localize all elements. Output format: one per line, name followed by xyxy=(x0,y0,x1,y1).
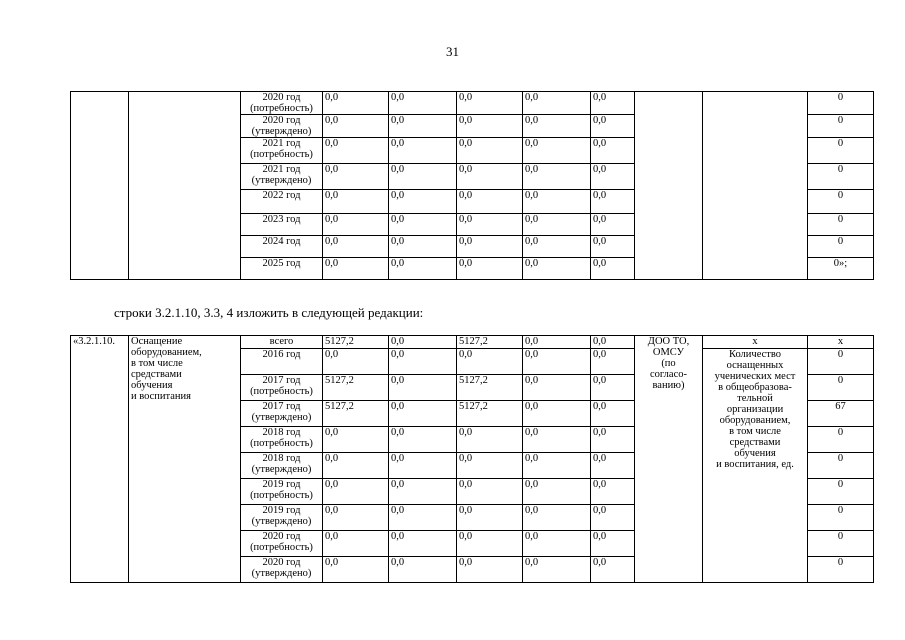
indicator-header-cell: х xyxy=(703,336,808,349)
value-cell: 0,0 xyxy=(591,505,635,531)
value-cell: 0,0 xyxy=(389,505,457,531)
indicator-value-cell: 67 xyxy=(808,401,874,427)
value-cell: 0,0 xyxy=(591,375,635,401)
value-cell: 0,0 xyxy=(389,427,457,453)
value-cell: 0,0 xyxy=(389,164,457,190)
value-cell: 0,0 xyxy=(591,349,635,375)
value-cell: 0,0 xyxy=(523,557,591,583)
value-cell: 0,0 xyxy=(523,336,591,349)
value-cell: 0,0 xyxy=(591,557,635,583)
value-cell: 0,0 xyxy=(591,453,635,479)
value-cell: 0,0 xyxy=(389,336,457,349)
item-name: Оснащение оборудованием, в том числе средствами обучения и воспитания xyxy=(129,336,241,583)
value-cell: 0,0 xyxy=(389,375,457,401)
indicator-value-cell: 0 xyxy=(808,453,874,479)
value-cell: 0,0 xyxy=(389,92,457,115)
indicator-value-cell: 0 xyxy=(808,190,874,214)
value-cell: 0,0 xyxy=(457,138,523,164)
year-cell: 2023 год xyxy=(241,214,323,236)
budget-table-continued xyxy=(70,91,874,280)
value-cell: 0,0 xyxy=(389,115,457,138)
indicator-value-cell: 0 xyxy=(808,531,874,557)
indicator-value-cell: 0 xyxy=(808,138,874,164)
value-cell: 0,0 xyxy=(523,505,591,531)
amendment-instruction: строки 3.2.1.10, 3.3, 4 изложить в следующей редакции: xyxy=(114,305,424,320)
value-cell: 0,0 xyxy=(457,214,523,236)
value-cell: 0,0 xyxy=(523,190,591,214)
value-cell: 0,0 xyxy=(389,557,457,583)
value-cell: 0,0 xyxy=(523,479,591,505)
year-cell: 2020 год (потребность) xyxy=(241,531,323,557)
name-cell-empty xyxy=(129,92,241,280)
value-cell: 0,0 xyxy=(591,115,635,138)
value-cell: 0,0 xyxy=(323,138,389,164)
year-cell: всего xyxy=(241,336,323,349)
value-cell: 0,0 xyxy=(457,349,523,375)
indicator-cell-empty xyxy=(703,92,808,280)
value-cell: 0,0 xyxy=(389,531,457,557)
value-cell: 0,0 xyxy=(323,453,389,479)
value-cell: 5127,2 xyxy=(457,375,523,401)
value-cell: 0,0 xyxy=(323,557,389,583)
table-row xyxy=(71,336,874,349)
value-cell: 0,0 xyxy=(457,479,523,505)
value-cell: 0,0 xyxy=(323,115,389,138)
value-cell: 0,0 xyxy=(591,258,635,280)
executor-cell: ДОО ТО, ОМСУ (по согласо- ванию) xyxy=(635,336,703,583)
value-cell: 0,0 xyxy=(591,236,635,258)
value-cell: 0,0 xyxy=(591,92,635,115)
value-cell: 0,0 xyxy=(323,349,389,375)
value-cell: 0,0 xyxy=(389,258,457,280)
year-cell: 2016 год xyxy=(241,349,323,375)
year-cell: 2020 год (утверждено) xyxy=(241,115,323,138)
value-cell: 0,0 xyxy=(389,453,457,479)
value-cell: 5127,2 xyxy=(323,375,389,401)
value-cell: 0,0 xyxy=(523,138,591,164)
year-cell: 2020 год (утверждено) xyxy=(241,557,323,583)
indicator-value-cell: 0 xyxy=(808,214,874,236)
value-cell: 0,0 xyxy=(389,401,457,427)
indicator-value-cell: 0 xyxy=(808,375,874,401)
value-cell: 5127,2 xyxy=(457,336,523,349)
value-cell: 0,0 xyxy=(323,531,389,557)
value-cell: 0,0 xyxy=(457,505,523,531)
budget-table-3-2-1-10 xyxy=(70,335,874,583)
value-cell: 0,0 xyxy=(457,427,523,453)
value-cell: 0,0 xyxy=(457,92,523,115)
value-cell: 0,0 xyxy=(591,214,635,236)
year-cell: 2019 год (утверждено) xyxy=(241,505,323,531)
value-cell: 0,0 xyxy=(389,190,457,214)
value-cell: 0,0 xyxy=(389,349,457,375)
value-cell: 5127,2 xyxy=(323,401,389,427)
year-cell: 2021 год (утверждено) xyxy=(241,164,323,190)
value-cell: 5127,2 xyxy=(323,336,389,349)
value-cell: 0,0 xyxy=(591,401,635,427)
year-cell: 2018 год (утверждено) xyxy=(241,453,323,479)
indicator-value-cell: 0»; xyxy=(808,258,874,280)
indicator-value-cell: 0 xyxy=(808,92,874,115)
value-cell: 0,0 xyxy=(523,115,591,138)
value-cell: 0,0 xyxy=(591,164,635,190)
year-cell: 2022 год xyxy=(241,190,323,214)
value-cell: 0,0 xyxy=(389,214,457,236)
value-cell: 0,0 xyxy=(591,479,635,505)
value-cell: 0,0 xyxy=(323,164,389,190)
page-number: 31 xyxy=(446,44,459,59)
value-cell: 0,0 xyxy=(457,164,523,190)
indicator-value-cell: 0 xyxy=(808,349,874,375)
value-cell: 0,0 xyxy=(523,453,591,479)
year-cell: 2018 год (потребность) xyxy=(241,427,323,453)
value-cell: 0,0 xyxy=(323,427,389,453)
year-cell: 2017 год (утверждено) xyxy=(241,401,323,427)
value-cell: 0,0 xyxy=(457,531,523,557)
value-cell: 0,0 xyxy=(591,427,635,453)
value-cell: 5127,2 xyxy=(457,401,523,427)
value-cell: 0,0 xyxy=(523,214,591,236)
value-cell: 0,0 xyxy=(591,531,635,557)
value-cell: 0,0 xyxy=(523,236,591,258)
value-cell: 0,0 xyxy=(323,214,389,236)
value-cell: 0,0 xyxy=(591,336,635,349)
indicator-value-cell: 0 xyxy=(808,505,874,531)
value-cell: 0,0 xyxy=(389,479,457,505)
value-cell: 0,0 xyxy=(323,258,389,280)
value-cell: 0,0 xyxy=(523,531,591,557)
indicator-value-cell: 0 xyxy=(808,427,874,453)
value-cell: 0,0 xyxy=(523,349,591,375)
year-cell: 2024 год xyxy=(241,236,323,258)
value-cell: 0,0 xyxy=(323,92,389,115)
indicator-value-cell: 0 xyxy=(808,479,874,505)
value-cell: 0,0 xyxy=(457,115,523,138)
year-cell: 2019 год (потребность) xyxy=(241,479,323,505)
year-cell: 2020 год (потребность) xyxy=(241,92,323,115)
value-cell: 0,0 xyxy=(389,236,457,258)
value-cell: 0,0 xyxy=(323,505,389,531)
item-number: «3.2.1.10. xyxy=(71,336,129,583)
value-cell: 0,0 xyxy=(591,190,635,214)
value-cell: 0,0 xyxy=(523,427,591,453)
indicator-value-cell: 0 xyxy=(808,164,874,190)
year-cell: 2025 год xyxy=(241,258,323,280)
value-cell: 0,0 xyxy=(323,236,389,258)
value-cell: 0,0 xyxy=(457,236,523,258)
value-cell: 0,0 xyxy=(523,92,591,115)
value-cell: 0,0 xyxy=(389,138,457,164)
indicator-value-cell: х xyxy=(808,336,874,349)
year-cell: 2017 год (потребность) xyxy=(241,375,323,401)
value-cell: 0,0 xyxy=(457,258,523,280)
indicator-value-cell: 0 xyxy=(808,236,874,258)
number-cell-empty xyxy=(71,92,129,280)
indicator-value-cell: 0 xyxy=(808,115,874,138)
year-cell: 2021 год (потребность) xyxy=(241,138,323,164)
value-cell: 0,0 xyxy=(523,164,591,190)
value-cell: 0,0 xyxy=(591,138,635,164)
value-cell: 0,0 xyxy=(323,479,389,505)
value-cell: 0,0 xyxy=(457,190,523,214)
value-cell: 0,0 xyxy=(523,258,591,280)
value-cell: 0,0 xyxy=(457,557,523,583)
value-cell: 0,0 xyxy=(523,375,591,401)
executor-cell-empty xyxy=(635,92,703,280)
value-cell: 0,0 xyxy=(457,453,523,479)
indicator-cell: Количество оснащенных ученических мест в общеобразова- тельной организации оборудованием, в том числе средствами обучения и воспитания, ед. xyxy=(703,349,808,583)
value-cell: 0,0 xyxy=(323,190,389,214)
table-row xyxy=(71,92,874,115)
indicator-value-cell: 0 xyxy=(808,557,874,583)
value-cell: 0,0 xyxy=(523,401,591,427)
